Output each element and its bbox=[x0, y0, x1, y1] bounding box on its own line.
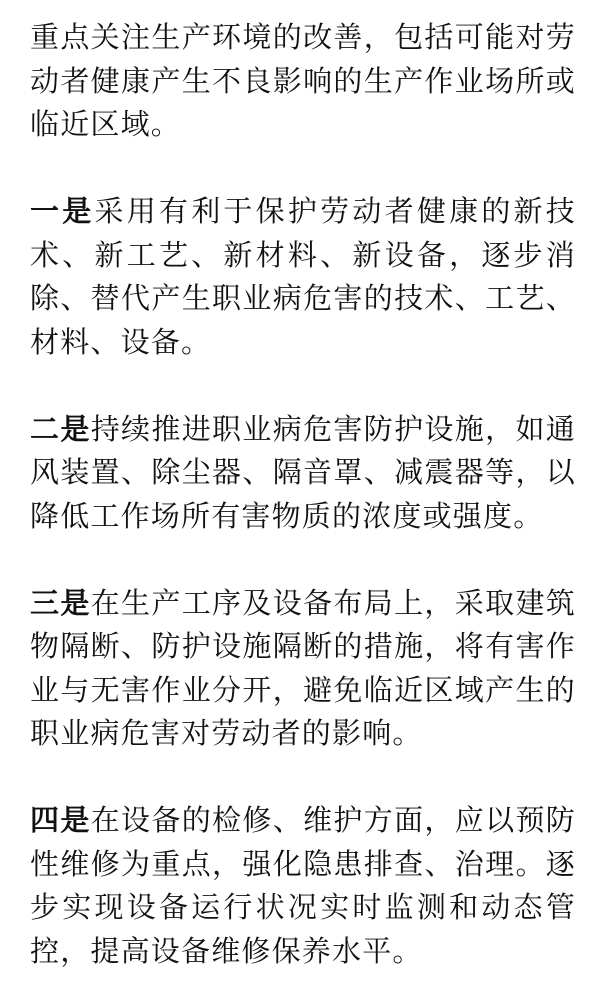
measure-1-lead: 一是 bbox=[30, 194, 95, 228]
measure-paragraph-1 bbox=[30, 190, 576, 364]
measure-paragraph-3 bbox=[30, 582, 576, 756]
measure-2-text: 持续推进职业病危害防护设施，如通风装置、除尘器、隔音罩、减震器等，以降低工作场所有害物质的浓度或强度。 bbox=[30, 411, 576, 533]
intro-paragraph: 重点关注生产环境的改善，包括可能对劳动者健康产生不良影响的生产作业场所或临近区域。 bbox=[30, 20, 576, 141]
measure-4-lead: 四是 bbox=[30, 803, 91, 837]
measure-4-text: 在设备的检修、维护方面，应以预防性维修为重点，强化隐患排查、治理。逐步实现设备运行状况实时监测和动态管控，提高设备维修保养水平。 bbox=[30, 803, 576, 968]
measure-2-lead: 二是 bbox=[30, 411, 91, 446]
measure-paragraph-2 bbox=[30, 408, 576, 539]
measure-1-text: 采用有利于保护劳动者健康的新技术、新工艺、新材料、新设备，逐步消除、替代产生职业病危害的技术、工艺、材料、设备。 bbox=[30, 194, 576, 359]
measure-3-text: 在生产工序及设备布局上，采取建筑物隔断、防护设施隔断的措施，将有害作业与无害作业分开，避免临近区域产生的职业病危害对劳动者的影响。 bbox=[30, 585, 576, 750]
measure-3-lead: 三是 bbox=[30, 585, 91, 620]
measure-paragraph-4 bbox=[30, 799, 576, 973]
